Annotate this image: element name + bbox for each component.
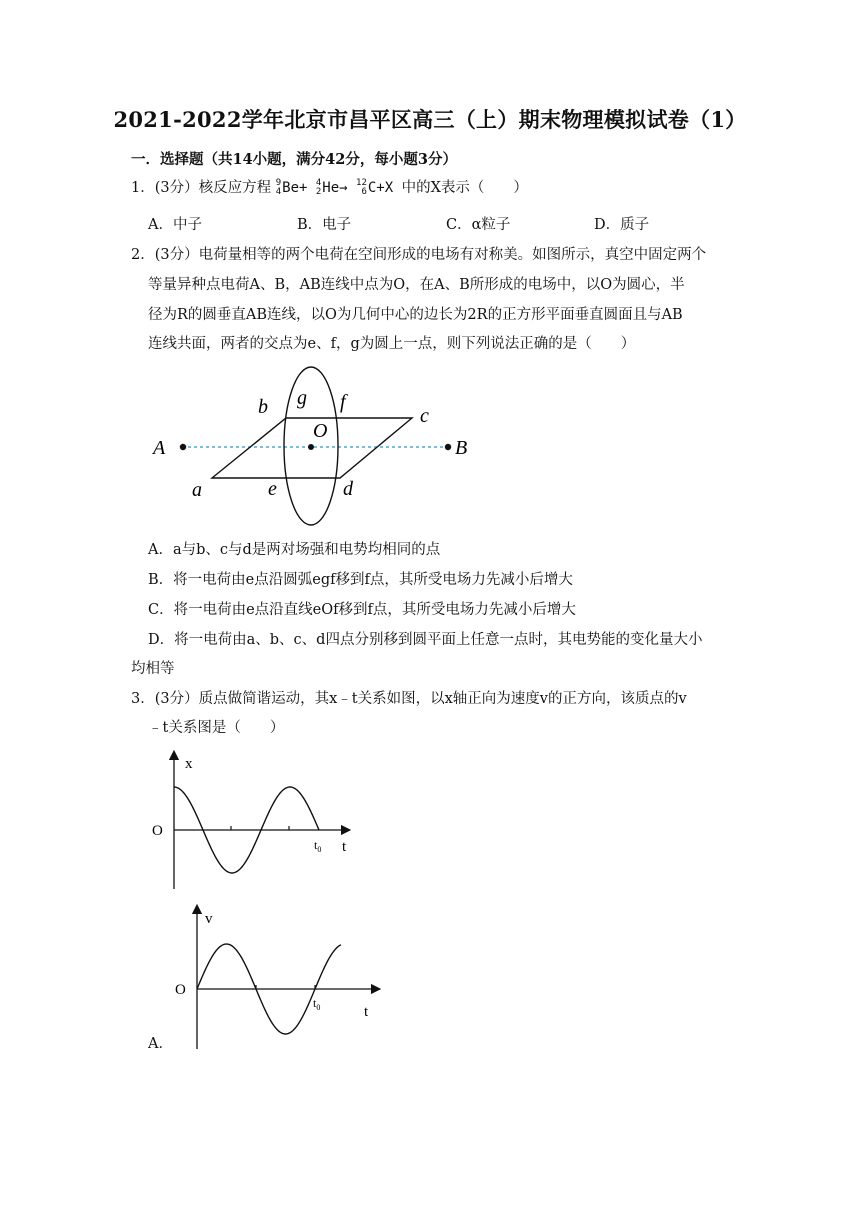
q3-option-a-label: A． xyxy=(148,1036,173,1052)
c-isotope-numbers: 12 6 xyxy=(356,178,367,197)
q1-option-a: A．中子 xyxy=(148,217,202,233)
x-t-t0-label: $t_0$ xyxy=(314,838,322,854)
q2-option-a: A．a与b、c与d是两对场强和电势均相同的点 xyxy=(148,542,441,558)
label-B: B xyxy=(455,437,468,459)
v-t-y-label: v xyxy=(205,911,213,927)
q1-option-d: D．质子 xyxy=(594,217,650,233)
q2-line-1: 2．(3分）电荷量相等的两个电荷在空间形成的电场有对称美。如图所示，真空中固定两个 xyxy=(131,247,707,263)
x-t-x-label: t xyxy=(342,839,347,855)
center-o-dot xyxy=(308,444,314,450)
page-title: 2021-2022学年北京市昌平区高三（上）期末物理模拟试卷（1） xyxy=(113,107,747,132)
q2-option-b: B．将一电荷由e点沿圆弧egf移到f点，其所受电场力先减小后增大 xyxy=(148,572,573,588)
reaction-arrow: → xyxy=(339,180,348,196)
q2-option-d-continued: 均相等 xyxy=(131,661,175,677)
label-b: b xyxy=(258,396,268,418)
label-a: a xyxy=(192,479,202,501)
q2-option-c: C．将一电荷由e点沿直线eOf移到f点，其所受电场力先减小后增大 xyxy=(148,602,576,618)
v-t-origin-label: O xyxy=(175,982,186,998)
label-A: A xyxy=(153,437,166,459)
q2-line-2: 等量异种点电荷A、B，AB连线中点为O，在A、B所形成的电场中，以O为圆心，半 xyxy=(148,277,685,293)
label-c: c xyxy=(420,405,429,427)
x-t-graph xyxy=(140,745,370,895)
v-t-x-label: t xyxy=(364,1004,369,1020)
label-d: d xyxy=(343,478,353,500)
q1-prefix: 1．(3分）核反应方程 xyxy=(131,180,272,196)
q3-line-2: ﹣t关系图是（ ） xyxy=(148,720,285,736)
x-t-y-label: x xyxy=(185,756,193,772)
charge-b-dot xyxy=(445,444,451,450)
label-O: O xyxy=(313,420,328,442)
nuclear-equation xyxy=(276,180,402,196)
label-e: e xyxy=(268,478,277,500)
label-f: f xyxy=(340,391,346,413)
label-g: g xyxy=(297,387,307,409)
he-symbol: He xyxy=(322,180,340,196)
v-t-graph xyxy=(160,903,390,1053)
x-t-origin-label: O xyxy=(152,823,163,839)
v-t-t0-label: $t_0$ xyxy=(313,996,321,1012)
q3-line-1: 3．(3分）质点做简谐运动，其x﹣t关系如图，以x轴正向为速度v的正方向，该质点的v xyxy=(131,691,687,707)
be-symbol: Be+ xyxy=(282,180,308,196)
q1-option-b: B．电子 xyxy=(297,217,352,233)
q2-option-d: D．将一电荷由a、b、c、d四点分别移到圆平面上任意一点时，其电势能的变化量大小 xyxy=(148,632,703,648)
section-heading: 一．选择题（共14小题，满分42分，每小题3分） xyxy=(131,151,457,168)
charge-a-dot xyxy=(180,444,186,450)
he-isotope-numbers: 4 2 xyxy=(315,178,322,197)
q1-option-c: C．α粒子 xyxy=(446,217,511,233)
be-isotope-numbers: 9 4 xyxy=(275,178,282,197)
electric-field-figure xyxy=(140,362,500,530)
q1-suffix: 中的X表示（ ） xyxy=(401,180,528,196)
q2-line-3: 径为R的圆垂直AB连线，以O为几何中心的边长为2R的正方形平面垂直圆面且与AB xyxy=(148,307,683,323)
q2-line-4: 连线共面，两者的交点为e、f，g为圆上一点，则下列说法正确的是（ ） xyxy=(148,336,636,352)
question-1 xyxy=(131,178,528,198)
c-symbol: C+X xyxy=(367,180,394,196)
